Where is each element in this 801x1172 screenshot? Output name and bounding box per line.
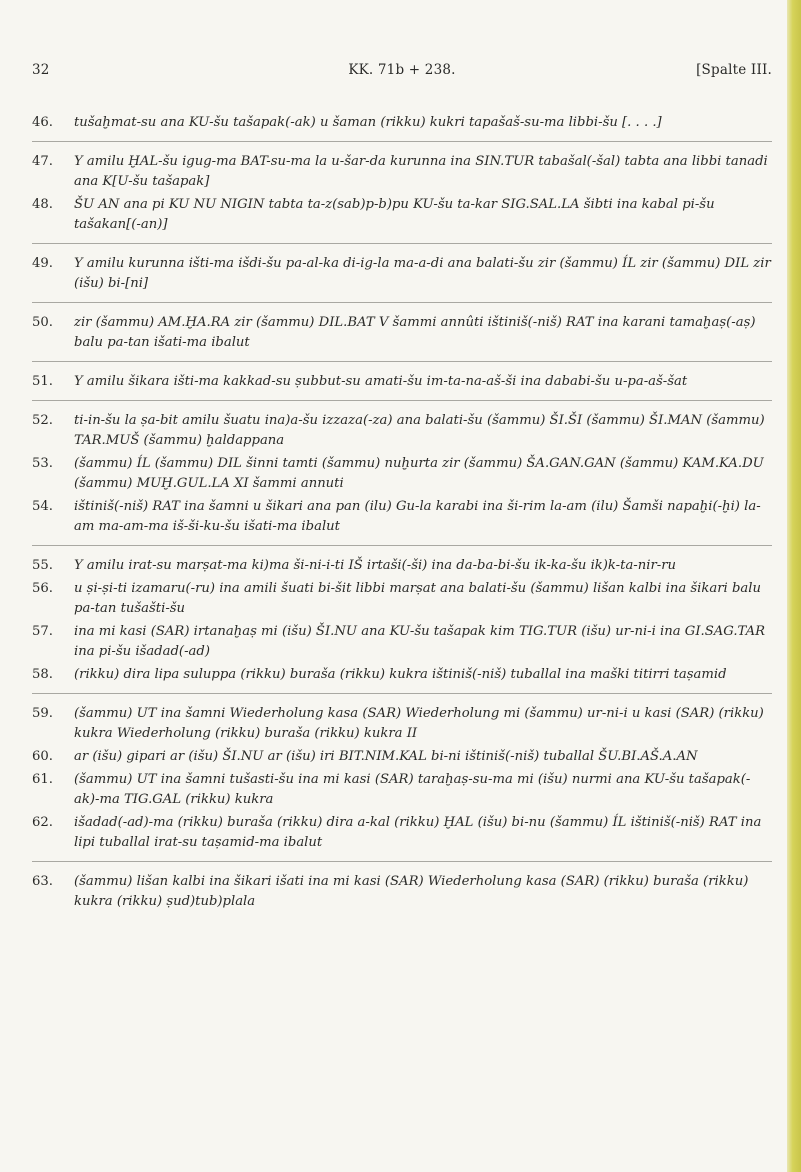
line-group bbox=[32, 152, 772, 235]
text-line bbox=[32, 454, 772, 494]
line-text: u ṣi-ṣi-ti izamaru(-ru) ina amili šuati bi-šit libbi marṣat ana balati-šu (šammu) lišan kalbi ina šikari balu pa-tan tušašti-šu bbox=[74, 581, 761, 616]
line-text: ištiniš(-niš) RAT ina šamni u šikari ana pan (ilu) Gu-la karabi ina ši-rim la-am (ilu) Šamši napaḫi(-ḫi) la-am ma-am-ma iš-ši-ku-šu išati-ma ibalut bbox=[74, 499, 761, 534]
line-text: zir (šammu) AM.ḪA.RA zir (šammu) DIL.BAT V šammi annûti ištiniš(-niš) RAT ina karani tamaḫaṣ(-aṣ) balu pa-tan išati-ma ibalut bbox=[74, 315, 756, 350]
line-group bbox=[32, 872, 772, 912]
line-number: 59. bbox=[32, 706, 53, 721]
line-text: ti-in-šu la ṣa-bit amilu šuatu ina)a-šu izzaza(-za) ana balati-šu (šammu) ŠI.ŠI (šammu) ŠI.MAN (šammu) TAR.MUŠ (šammu) ḫaldappana bbox=[74, 413, 765, 448]
line-number: 62. bbox=[32, 815, 53, 830]
line-number: 56. bbox=[32, 581, 53, 596]
page-edge bbox=[787, 0, 801, 1172]
text-line bbox=[32, 556, 772, 576]
text-line bbox=[32, 313, 772, 353]
line-number: 50. bbox=[32, 315, 53, 330]
line-number: 52. bbox=[32, 413, 53, 428]
line-text: tušaḫmat-su ana KU-šu tašapak(-ak) u šaman (rikku) kukri tapašaš-su-ma libbi-šu [. . . .] bbox=[74, 115, 662, 130]
page-header bbox=[32, 62, 772, 84]
line-number: 51. bbox=[32, 374, 53, 389]
column-label: [Spalte III. bbox=[696, 62, 772, 78]
line-group bbox=[32, 556, 772, 685]
line-text: Y amilu ḪAL-šu igug-ma BAT-su-ma la u-šar-da kurunna ina SIN.TUR tabašal(-šal) tabta ana libbi tanadi ana K[U-šu tašapak] bbox=[74, 154, 768, 189]
line-text: (šammu) UT ina šamni tušasti-šu ina mi kasi (SAR) taraḫaṣ-su-ma mi (išu) nurmi ana KU-šu tašapak(-ak)-ma TIG.GAL (rikku) kukra bbox=[74, 772, 751, 807]
line-text: ŠU AN ana pi KU NU NIGIN tabta ta-z(sab)p-b)pu KU-šu ta-kar SIG.SAL.LA šibti ina kabal pi-šu tašakan[(-an)] bbox=[74, 197, 715, 232]
section-divider bbox=[32, 545, 772, 546]
section-divider bbox=[32, 861, 772, 862]
line-text: (šammu) ÍL (šammu) DIL šinni tamti (šammu) nuḫurta zir (šammu) ŠA.GAN.GAN (šammu) KAM.KA.DU (šammu) MUḪ.GUL.LA XI šammi annuti bbox=[74, 456, 764, 491]
text-line bbox=[32, 497, 772, 537]
line-number: 48. bbox=[32, 197, 53, 212]
line-text: Y amilu šikara išti-ma kakkad-su ṣubbut-su amati-šu im-ta-na-aš-ši ina dababi-šu u-pa-aš-šat bbox=[74, 374, 688, 389]
line-number: 49. bbox=[32, 256, 53, 271]
text-line bbox=[32, 747, 772, 767]
line-group bbox=[32, 372, 772, 392]
text-line bbox=[32, 665, 772, 685]
text-line bbox=[32, 579, 772, 619]
tablet-reference: KK. 71b + 238. bbox=[348, 62, 456, 78]
line-text: ar (išu) gipari ar (išu) ŠI.NU ar (išu) iri BIT.NIM.KAL bi-ni ištiniš(-niš) tuballal ŠU.BI.AŠ.A.AN bbox=[74, 749, 698, 764]
section-divider bbox=[32, 361, 772, 362]
line-number: 55. bbox=[32, 558, 53, 573]
line-number: 60. bbox=[32, 749, 53, 764]
section-divider bbox=[32, 400, 772, 401]
line-group bbox=[32, 704, 772, 853]
line-number: 54. bbox=[32, 499, 53, 514]
line-text: Y amilu irat-su marṣat-ma ki)ma ši-ni-i-ti IŠ irtaši(-ši) ina da-ba-bi-šu ik-ka-šu ik)k-ta-nir-ru bbox=[74, 558, 677, 573]
line-text: (šammu) lišan kalbi ina šikari išati ina mi kasi (SAR) Wiederholung kasa (SAR) (rikku) buraša (rikku) kukra (rikku) ṣud)tub)plala bbox=[74, 874, 749, 909]
text-line bbox=[32, 411, 772, 451]
text-line bbox=[32, 622, 772, 662]
text-line bbox=[32, 113, 772, 133]
line-number: 47. bbox=[32, 154, 53, 169]
line-group bbox=[32, 254, 772, 294]
line-number: 63. bbox=[32, 874, 53, 889]
line-group bbox=[32, 411, 772, 537]
text-line bbox=[32, 813, 772, 853]
text-line bbox=[32, 872, 772, 912]
section-divider bbox=[32, 302, 772, 303]
line-number: 61. bbox=[32, 772, 53, 787]
line-number: 58. bbox=[32, 667, 53, 682]
text-line bbox=[32, 254, 772, 294]
transliteration-body bbox=[32, 113, 772, 915]
line-number: 57. bbox=[32, 624, 53, 639]
page-number: 32 bbox=[32, 62, 50, 78]
section-divider bbox=[32, 141, 772, 142]
text-line bbox=[32, 704, 772, 744]
section-divider bbox=[32, 243, 772, 244]
text-line bbox=[32, 152, 772, 192]
line-text: ina mi kasi (SAR) irtanaḫaṣ mi (išu) ŠI.NU ana KU-šu tašapak kim TIG.TUR (išu) ur-ni-i ina GI.SAG.TAR ina pi-šu išadad(-ad) bbox=[74, 624, 766, 659]
line-number: 53. bbox=[32, 456, 53, 471]
text-line bbox=[32, 372, 772, 392]
section-divider bbox=[32, 693, 772, 694]
line-group bbox=[32, 313, 772, 353]
text-line bbox=[32, 770, 772, 810]
text-line bbox=[32, 195, 772, 235]
line-text: išadad(-ad)-ma (rikku) buraša (rikku) dira a-kal (rikku) ḪAL (išu) bi-nu (šammu) ÍL ištiniš(-niš) RAT ina lipi tuballal irat-su taṣamid-ma ibalut bbox=[74, 815, 762, 850]
line-number: 46. bbox=[32, 115, 53, 130]
line-group bbox=[32, 113, 772, 133]
line-text: Y amilu kurunna išti-ma išdi-šu pa-al-ka di-ig-la ma-a-di ana balati-šu zir (šammu) ÍL zir (šammu) DIL zir (išu) bi-[ni] bbox=[74, 256, 771, 291]
line-text: (šammu) UT ina šamni Wiederholung kasa (SAR) Wiederholung mi (šammu) ur-ni-i u kasi (SAR) (rikku) kukra Wiederholung (rikku) buraša (rikku) kukra II bbox=[74, 706, 764, 741]
line-text: (rikku) dira lipa suluppa (rikku) buraša (rikku) kukra ištiniš(-niš) tuballal ina maški titirri taṣamid bbox=[74, 667, 727, 682]
